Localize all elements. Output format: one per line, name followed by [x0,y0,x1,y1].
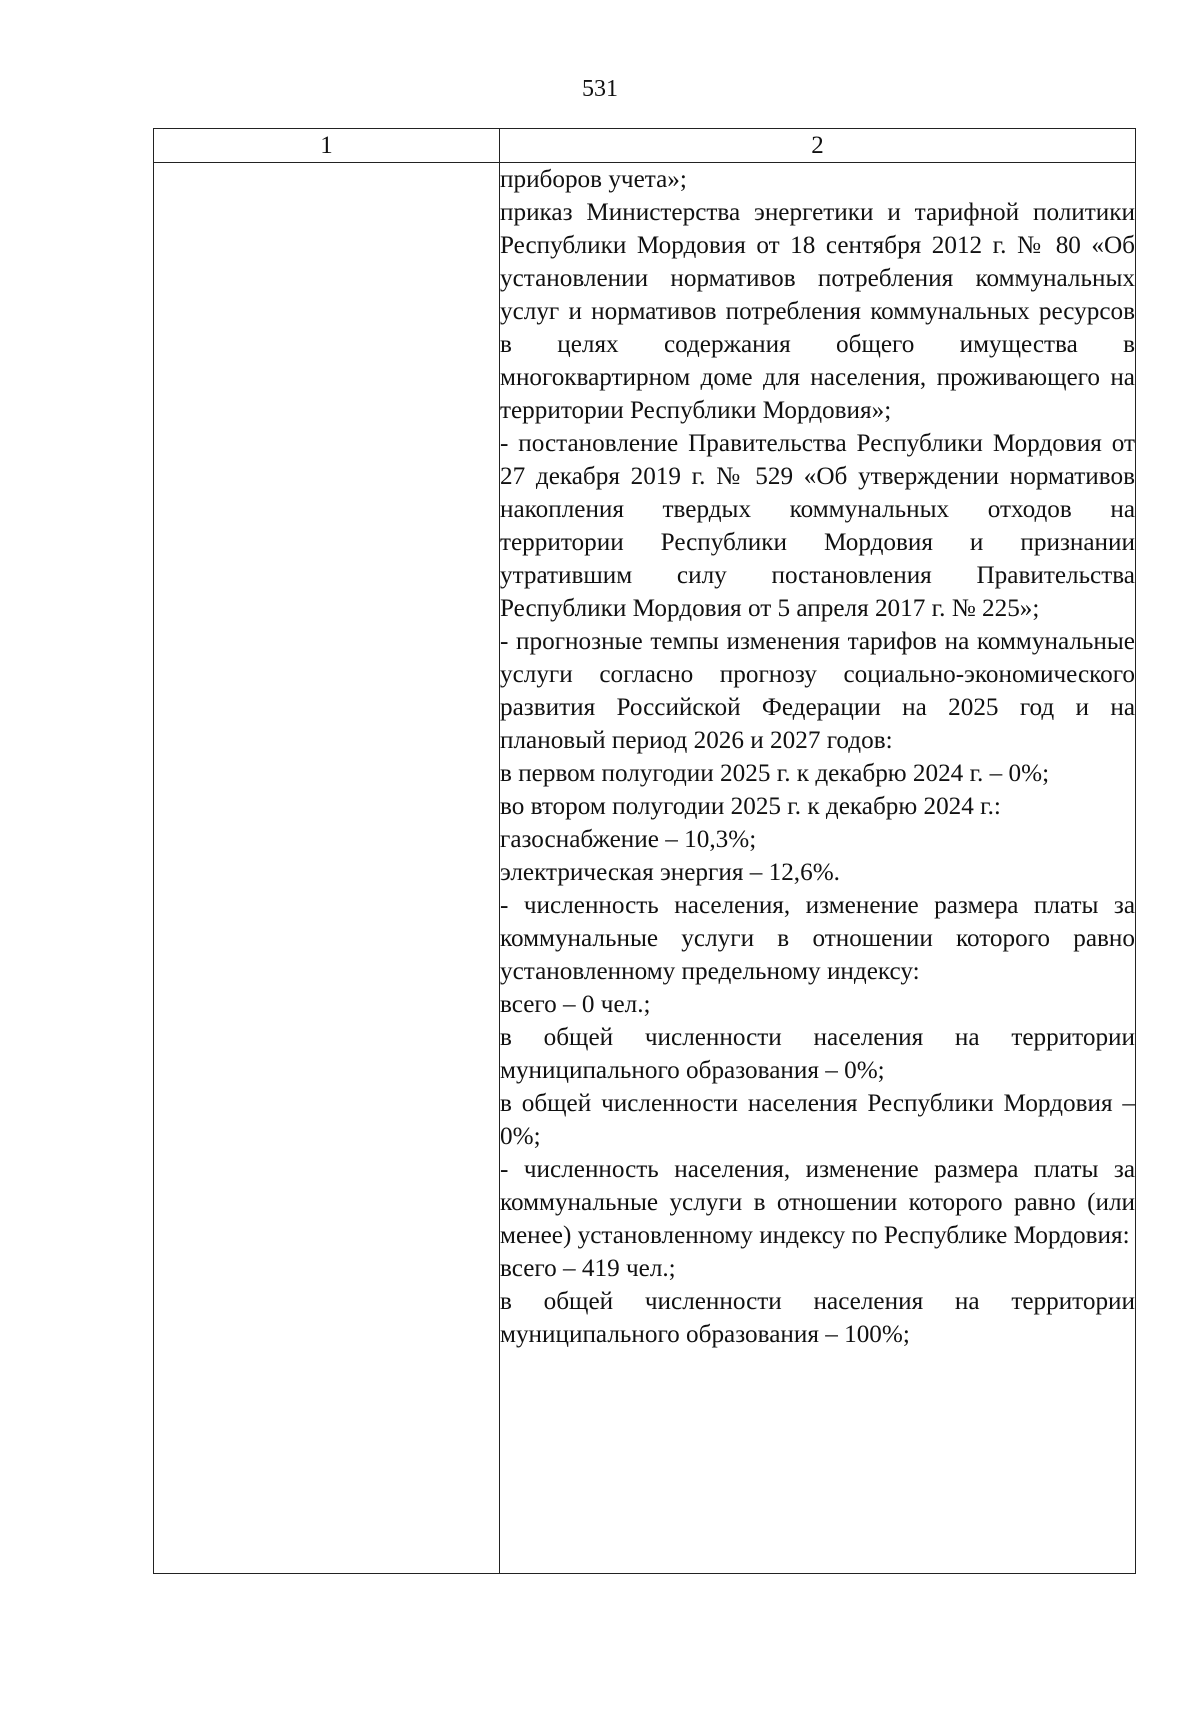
table-row [154,163,1136,1574]
column-1-cell [154,163,500,1574]
paragraph-population-republic-index: - численность населения, изменение размера платы за коммунальные услуги в отношении которого равно (или менее) установленному индексу по Республике Мордовия: [500,1156,1135,1249]
paragraph-electricity: электрическая энергия – 12,6%. [500,859,840,886]
paragraph-second-half: во втором полугодии 2025 г. к декабрю 2024 г.: [500,793,1001,820]
column-header-2: 2 [500,129,1136,163]
paragraph-meters-end: приборов учета»; [500,166,687,193]
paragraph-population-limit-index: - численность населения, изменение размера платы за коммунальные услуги в отношении которого равно установленному предельному индексу: [500,892,1135,985]
paragraph-first-half: в первом полугодии 2025 г. к декабрю 2024 г. – 0%; [500,760,1050,787]
paragraph-municipal-zero: в общей численности населения на территории муниципального образования – 0%; [500,1024,1135,1084]
paragraph-ministry-order: приказ Министерства энергетики и тарифной политики Республики Мордовия от 18 сентября 2012 г. № 80 «Об установлении нормативов потребления коммунальных услуг и нормативов потребления коммунальных ресурсов в целях содержания общего имущества в многоквартирном доме для населения, проживающего на территории Республики Мордовия»; [500,199,1135,424]
column-header-1: 1 [154,129,500,163]
paragraph-total-zero: всего – 0 чел.; [500,991,651,1018]
page-number: 531 [582,76,618,102]
paragraph-forecast-rates: - прогнозные темпы изменения тарифов на коммунальные услуги согласно прогнозу социально-экономического развития Российской Федерации на 2025 год и на плановый период 2026 и 2027 годов: [500,628,1135,754]
document-table [153,128,1136,1574]
paragraph-gas-supply: газоснабжение – 10,3%; [500,826,757,853]
paragraph-municipal-100: в общей численности населения на территории муниципального образования – 100%; [500,1288,1135,1348]
paragraph-government-decree: - постановление Правительства Республики Мордовия от 27 декабря 2019 г. № 529 «Об утверждении нормативов накопления твердых коммунальных отходов на территории Республики Мордовия и признании утратившим силу постановления Правительства Республики Мордовия от 5 апреля 2017 г. № 225»; [500,430,1135,622]
paragraph-total-419: всего – 419 чел.; [500,1255,676,1282]
paragraph-republic-zero: в общей численности населения Республики Мордовия – 0%; [500,1090,1135,1150]
table-header-row [154,129,1136,163]
column-2-cell [500,163,1136,1574]
